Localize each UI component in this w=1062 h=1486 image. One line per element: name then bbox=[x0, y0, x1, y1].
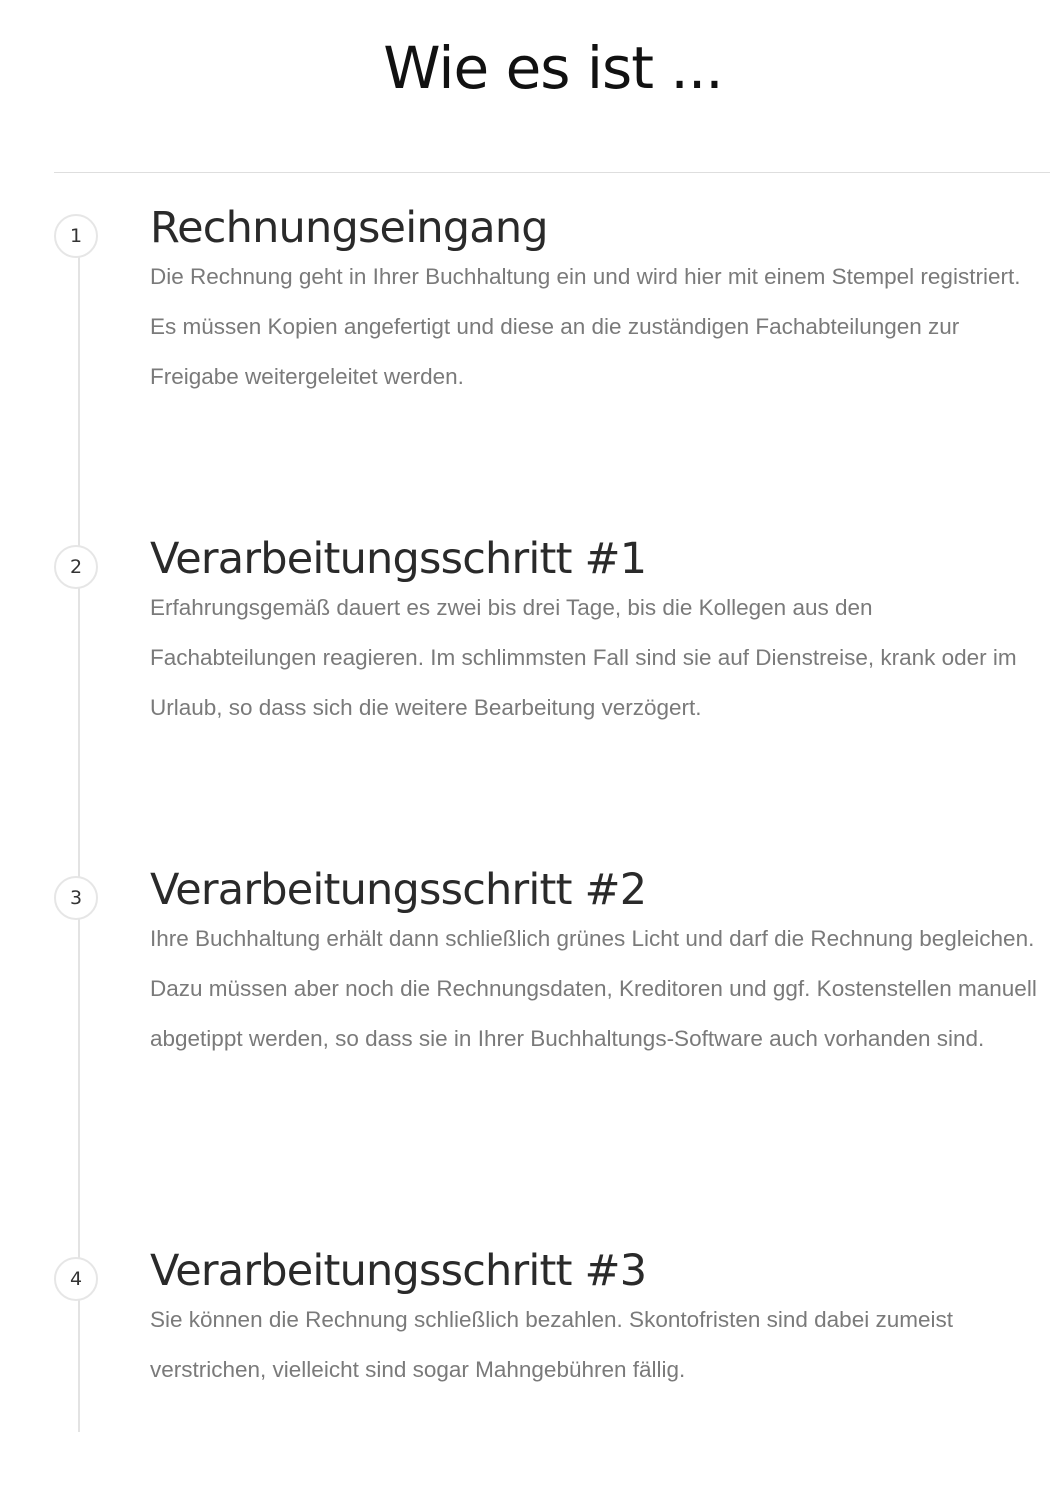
title-divider bbox=[54, 172, 1050, 173]
step-number-badge: 1 bbox=[54, 214, 98, 258]
step-number-badge: 2 bbox=[54, 545, 98, 589]
step-description: Erfahrungsgemäß dauert es zwei bis drei Tage, bis die Kollegen aus den Fachabteilungen reagieren. Im schlimmsten Fall sind sie auf Dienstreise, krank oder im Urlaub, so dass sich die weitere Bearbeitung verzögert. bbox=[150, 595, 1017, 720]
step-description: Sie können die Rechnung schließlich bezahlen. Skontofristen sind dabei zumeist verstrichen, vielleicht sind sogar Mahngebühren fällig. bbox=[150, 1307, 953, 1382]
step-title: Verarbeitungsschritt #1 bbox=[150, 534, 647, 584]
step-number-badge: 4 bbox=[54, 1257, 98, 1301]
step-description: Ihre Buchhaltung erhält dann schließlich grünes Licht und darf die Rechnung begleichen. Dazu müssen aber noch die Rechnungsdaten, Kreditoren und ggf. Kostenstellen manuell abgetippt werden, so dass sie in Ihrer Buchhaltungs-Software auch vorhanden sind. bbox=[150, 926, 1037, 1051]
step-title: Rechnungseingang bbox=[150, 203, 548, 253]
timeline-line bbox=[78, 236, 80, 1432]
step-title: Verarbeitungsschritt #2 bbox=[150, 865, 647, 915]
step-number-badge: 3 bbox=[54, 876, 98, 920]
step-title: Verarbeitungsschritt #3 bbox=[150, 1246, 647, 1296]
step-description: Die Rechnung geht in Ihrer Buchhaltung ein und wird hier mit einem Stempel registriert. Es müssen Kopien angefertigt und diese an die zuständigen Fachabteilungen zur Freigabe weitergeleitet werden. bbox=[150, 264, 1021, 389]
page-title: Wie es ist ... bbox=[383, 34, 723, 102]
